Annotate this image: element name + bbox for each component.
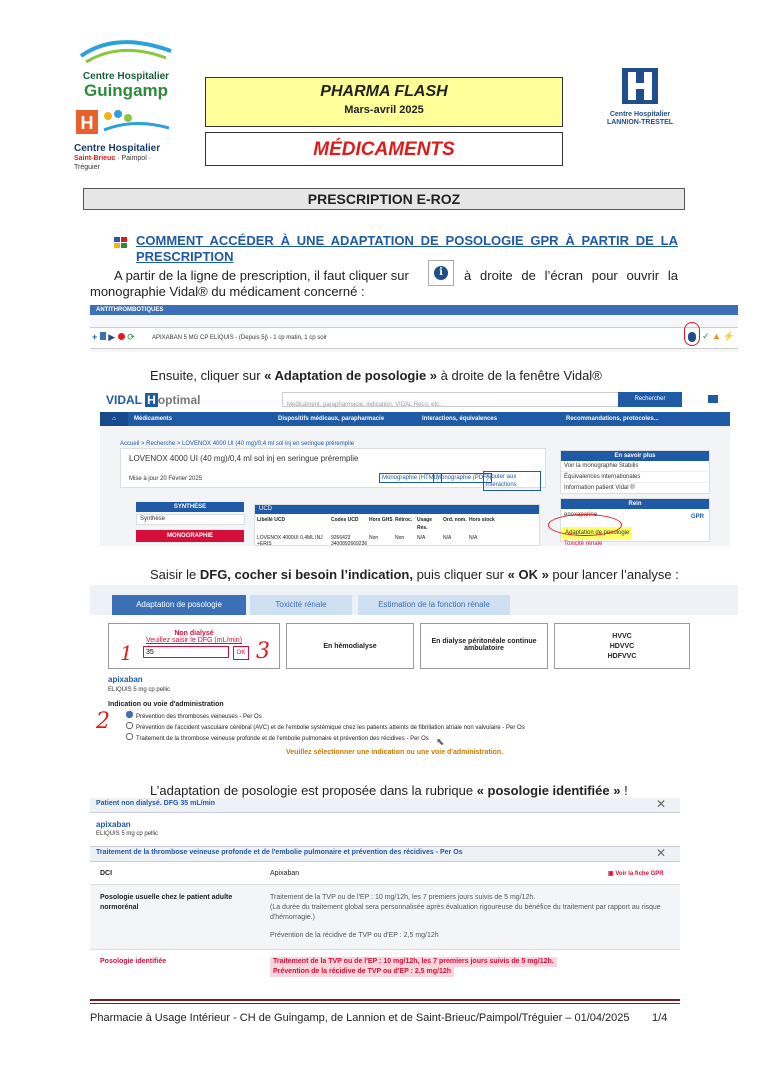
card1-label: Veuillez saisir le DFG (mL/min) (145, 637, 243, 644)
patient-bar (90, 798, 680, 813)
footer-rule-thin (90, 1003, 680, 1004)
gpr-link[interactable] (608, 870, 664, 877)
vidal-search-input[interactable] (282, 392, 642, 407)
dfg-row (109, 646, 279, 660)
stbrieuc-line3: · Paimpol · Tréguier (74, 155, 152, 171)
identified-label: Posologie identifiée (100, 958, 167, 965)
intro-part2: à droite de l’écran pour ouvrir la monographie Vidal® du médicament concerné : (90, 268, 678, 299)
rein-item: enoxaparine (564, 512, 598, 518)
row-info-icon[interactable] (688, 332, 696, 342)
ucd-cell: N/A (417, 535, 426, 541)
pdf-icon: ▣ (608, 871, 616, 877)
ucd-cell: Non (395, 535, 405, 541)
radio-icon[interactable] (126, 722, 133, 729)
rein-adaptation-link[interactable]: Adaptation de posologie (562, 527, 632, 539)
page-title: PHARMA FLASH (320, 83, 448, 100)
ucd-col: Hors GHS (369, 517, 393, 523)
card-hvvc[interactable] (554, 623, 690, 669)
dci-value: Apixaban (270, 870, 300, 877)
side-item[interactable]: Voir la monographie Stabilis (561, 461, 709, 472)
step4-text (150, 783, 710, 799)
nav-interactions[interactable]: Interactions, équivalences (422, 416, 498, 422)
usual-line2: (La durée du traitement global sera personnalisée après évaluation rigoureuse du bénéfice du traitement par rapport au risque d'hémorragie.) (270, 904, 661, 921)
ucd-cell: N/A (469, 535, 478, 541)
lannion-line1: Centre Hospitalier (609, 111, 671, 118)
step3-text (150, 567, 710, 583)
ucd-row (255, 534, 539, 546)
drug-sub: ELIQUIS 5 mg cp pellic (108, 687, 171, 693)
nav-medicaments[interactable]: Médicaments (134, 416, 173, 422)
indication-option[interactable] (126, 722, 686, 733)
cursor-icon: ⬉ (436, 737, 445, 748)
vidal-logo-optimal: optimal (157, 393, 201, 407)
section-heading-icon (114, 235, 127, 245)
radio-icon[interactable] (126, 733, 133, 740)
step4-post: ! (620, 783, 628, 798)
footer-rule (90, 999, 680, 1001)
ucd-table (254, 504, 540, 546)
usual-label: Posologie usuelle chez le patient adulte normorénal (100, 894, 233, 911)
step4-bold: « posologie identifiée » (476, 783, 621, 798)
cycle-icon[interactable]: ⟳ (127, 332, 135, 342)
indication-bar-close-icon[interactable]: ✕ (656, 846, 667, 860)
indication-title: Indication ou voie d'administration (108, 701, 224, 708)
logo-stbrieuc (74, 108, 174, 171)
result-row-identified (90, 950, 680, 982)
category-bar: ANTITHROMBOTIQUES (90, 305, 738, 315)
vidal-updated: Mise à jour 20 Février 2025 (129, 476, 203, 482)
side-panel-title: En savoir plus (561, 451, 709, 461)
tab-synthese-item[interactable]: Synthèse (136, 514, 245, 525)
result-drug-sub: ELIQUIS 5 mg cp pellic (96, 831, 159, 837)
indication-label: Prévention des thromboses veineuses - Per Os (136, 714, 262, 720)
ucd-cell: 9266423 3400892669236 (331, 535, 368, 546)
row-icons (92, 332, 135, 343)
guingamp-line2: Guingamp (83, 81, 169, 100)
rein-highlight-circle (548, 514, 622, 536)
edit-icon[interactable] (100, 332, 106, 340)
lannion-mark-icon (620, 66, 660, 106)
tab-synthese[interactable]: SYNTHÈSE (136, 502, 244, 512)
play-icon[interactable]: ▶ (108, 332, 116, 342)
ucd-cell: LOVENOX 4000UI 0,4ML INJ +ERIS (257, 535, 323, 546)
side-panel-more (560, 450, 710, 494)
ucd-cell: N/A (443, 535, 452, 541)
card4-line: HDVVC (609, 643, 635, 650)
prescription-text: APIXABAN 5 MG CP ELIQUIS - (Depuis 5j) - 1 cp matin, 1 cp soir (152, 335, 327, 341)
add-icon[interactable]: + (92, 332, 98, 342)
annotation-1: 1 (120, 641, 133, 665)
patient-bar-label: Patient non dialysé. DFG 35 mL/min (96, 800, 216, 807)
indication-list (126, 711, 686, 744)
result-row-dci (90, 864, 680, 885)
step3-bold1: DFG, cocher si besoin l’indication, (199, 567, 413, 582)
vidal-menu-icon[interactable] (708, 395, 718, 403)
nav-recommandations[interactable]: Recommandations, protocoles... (566, 416, 659, 422)
tab-monographie[interactable]: MONOGRAPHIE (136, 530, 244, 542)
ucd-col: Hors stock (469, 517, 495, 523)
gpr-link-label: Voir la fiche GPR (615, 871, 664, 877)
btn-monographie-pdf[interactable]: Monographie (PDF) (433, 473, 492, 483)
vidal-nav (100, 412, 730, 426)
ucd-col: Usage Rés. (417, 517, 433, 531)
row-warning-icon[interactable]: ▲ (712, 331, 721, 341)
usual-line1: Traitement de la TVP ou de l'EP : 10 mg/12h, les 7 premiers jours suivis de 5 mg/12h. (270, 894, 536, 901)
vidal-h-icon: H (147, 393, 156, 407)
identified-line1: Traitement de la TVP ou de l'EP : 10 mg/12h, les 7 premiers jours suivis de 5 mg/12h. (270, 957, 557, 967)
card-dialyse-peritoneale[interactable]: En dialyse péritonéale continue ambulatoire (420, 623, 548, 669)
side-item[interactable]: Équivalences internationales (561, 472, 709, 483)
ucd-col: Codes UCD (331, 517, 359, 523)
logo-lannion (600, 66, 680, 136)
ucd-col: Libellé UCD (257, 517, 286, 523)
stbrieuc-subtitle (74, 154, 174, 172)
step2-bold: « Adaptation de posologie » (264, 368, 438, 383)
form-tabbar (90, 585, 738, 615)
screenshot-adaptation-form (90, 585, 738, 763)
vidal-search-placeholder: Médicament, parapharmacie, indication, VIDAL Reco, etc... (287, 402, 445, 408)
result-drug-name: apixaban (96, 820, 131, 829)
stop-icon[interactable] (118, 333, 125, 340)
vidal-topbar (100, 388, 730, 412)
nav-dispositifs[interactable]: Dispositifs médicaux, parapharmacie (278, 416, 385, 422)
dfg-input[interactable] (143, 646, 229, 658)
intro-part1: A partir de la ligne de prescription, il faut cliquer sur (114, 268, 409, 283)
stbrieuc-line1: Centre Hospitalier (74, 143, 161, 154)
row-check-icon[interactable]: ✓ (702, 331, 710, 341)
page-number: 1/4 (652, 1012, 668, 1024)
prescription-row[interactable] (90, 327, 738, 349)
indication-label: Prévention de l'accident vasculaire cérébral (AVC) et de l'embolie systémique chez les patients atteints de fibrillation atriale non valvulaire - Per Os (136, 725, 525, 731)
patient-bar-close-icon[interactable]: ✕ (656, 798, 667, 811)
section-heading: COMMENT ACCÉDER À UNE ADAPTATION DE POSOLOGIE GPR À PARTIR DE LA PRESCRIPTION (136, 233, 678, 264)
vidal-logo (106, 393, 200, 407)
ok-button[interactable]: OK (233, 646, 249, 660)
svg-text:H: H (80, 113, 94, 133)
step2-text (150, 368, 710, 384)
indication-option[interactable] (126, 733, 686, 744)
tab-estimation[interactable]: Estimation de la fonction rénale (358, 595, 510, 615)
guingamp-line1: Centre Hospitalier (82, 71, 170, 82)
identified-line2: Prévention de la récidive de TVP ou d'EP : 2,5 mg/12h (270, 967, 454, 977)
logo-guingamp (76, 36, 176, 102)
ucd-columns (255, 514, 539, 534)
screenshot-result (90, 798, 680, 984)
home-icon[interactable]: ⌂ (100, 412, 128, 426)
indication-bar (90, 846, 680, 862)
footer-text: Pharmacie à Usage Intérieur - CH de Guingamp, de Lannion et de Saint-Brieuc/Paimpol/Tréguier – 01/04/2025 (90, 1012, 630, 1024)
side-item[interactable]: Information patient Vidal ® (564, 485, 635, 491)
indication-warning: Veuillez sélectionner une indication ou une voie d'administration. (286, 749, 504, 756)
stbrieuc-mark-icon (74, 108, 174, 138)
dci-label: DCI (100, 870, 113, 877)
step4-pre: L’adaptation de posologie est proposée dans la rubrique (150, 783, 477, 798)
ucd-cell: Non (369, 535, 379, 541)
step3-mid: puis cliquer sur (412, 567, 508, 582)
radio-icon[interactable] (126, 711, 133, 718)
lannion-line2: LANNION-TRESTEL (606, 119, 674, 126)
ucd-col: Ord. nom. (443, 517, 467, 523)
btn-add-interactions[interactable]: Ajouter aux interactions (483, 471, 541, 491)
step3-bold2: « OK » (507, 567, 549, 582)
card-hemodialyse[interactable]: En hémodialyse (286, 623, 414, 669)
screenshot-vidal (100, 388, 730, 546)
vidal-logo-word: VIDAL (106, 393, 142, 407)
tab-adaptation[interactable]: Adaptation de posologie (112, 595, 246, 615)
step3-pre: Saisir le (150, 567, 200, 582)
annotation-3: 3 (256, 639, 270, 664)
card-non-dialyse[interactable] (108, 623, 280, 669)
indication-label: Traitement de la thrombose veineuse profonde et de l'embolie pulmonaire et prévention des récidives - Per Os (136, 736, 429, 742)
indication-option[interactable] (126, 711, 686, 722)
rein-title: Rein (561, 499, 709, 509)
card4-line: HDFVVC (607, 653, 637, 660)
vidal-breadcrumb: Accueil > Recherche > LOVENOX 4000 UI (40 mg)/0,4 ml sol inj en seringue préremplie (120, 441, 355, 447)
result-row-usual (90, 885, 680, 950)
step3-post: pour lancer l’analyse : (548, 567, 679, 582)
drug-name: apixaban (108, 675, 143, 684)
ucd-col: Rétroc. (395, 517, 413, 523)
screenshot-prescription (90, 305, 738, 352)
usual-line3: Prévention de la récidive de TVP ou d'EP : 2,5 mg/12h (270, 932, 439, 939)
tab-toxicite[interactable]: Toxicité rénale (250, 595, 352, 615)
page-category: MÉDICAMENTS (313, 139, 455, 160)
header-category-box (205, 132, 563, 166)
row-extra-icon[interactable]: ⚡ (723, 331, 735, 341)
info-icon: i (434, 266, 448, 280)
vidal-search-button-label: Rechercher (634, 396, 666, 402)
indication-bar-label: Traitement de la thrombose veineuse profonde et de l'embolie pulmonaire et prévention des récidives - Per Os (96, 849, 463, 856)
rein-toxicite-link[interactable]: Toxicité rénale (564, 541, 603, 546)
page-date: Mars-avril 2025 (344, 104, 424, 116)
vidal-drug-card (120, 448, 546, 488)
card1-title: Non dialysé (174, 630, 214, 637)
step2-post: à droite de la fenêtre Vidal® (437, 368, 602, 383)
section-title: PRESCRIPTION E-ROZ (83, 188, 685, 210)
card4-line: HVVC (612, 633, 632, 640)
header-title-box (205, 77, 563, 127)
guingamp-wave-icon (76, 36, 176, 66)
btn-monographie-html[interactable]: Monographie (HTML) (379, 473, 442, 483)
vidal-drug-title: LOVENOX 4000 UI (40 mg)/0,4 ml sol inj en seringue préremplie (129, 454, 359, 463)
annotation-2: 2 (96, 709, 110, 734)
stbrieuc-line2: Saint-Brieuc (74, 155, 116, 162)
ucd-header: UCD (255, 505, 539, 514)
vidal-search-button[interactable] (618, 392, 682, 407)
step2-pre: Ensuite, cliquer sur (150, 368, 265, 383)
rein-gpr-badge: GPR (691, 514, 705, 520)
